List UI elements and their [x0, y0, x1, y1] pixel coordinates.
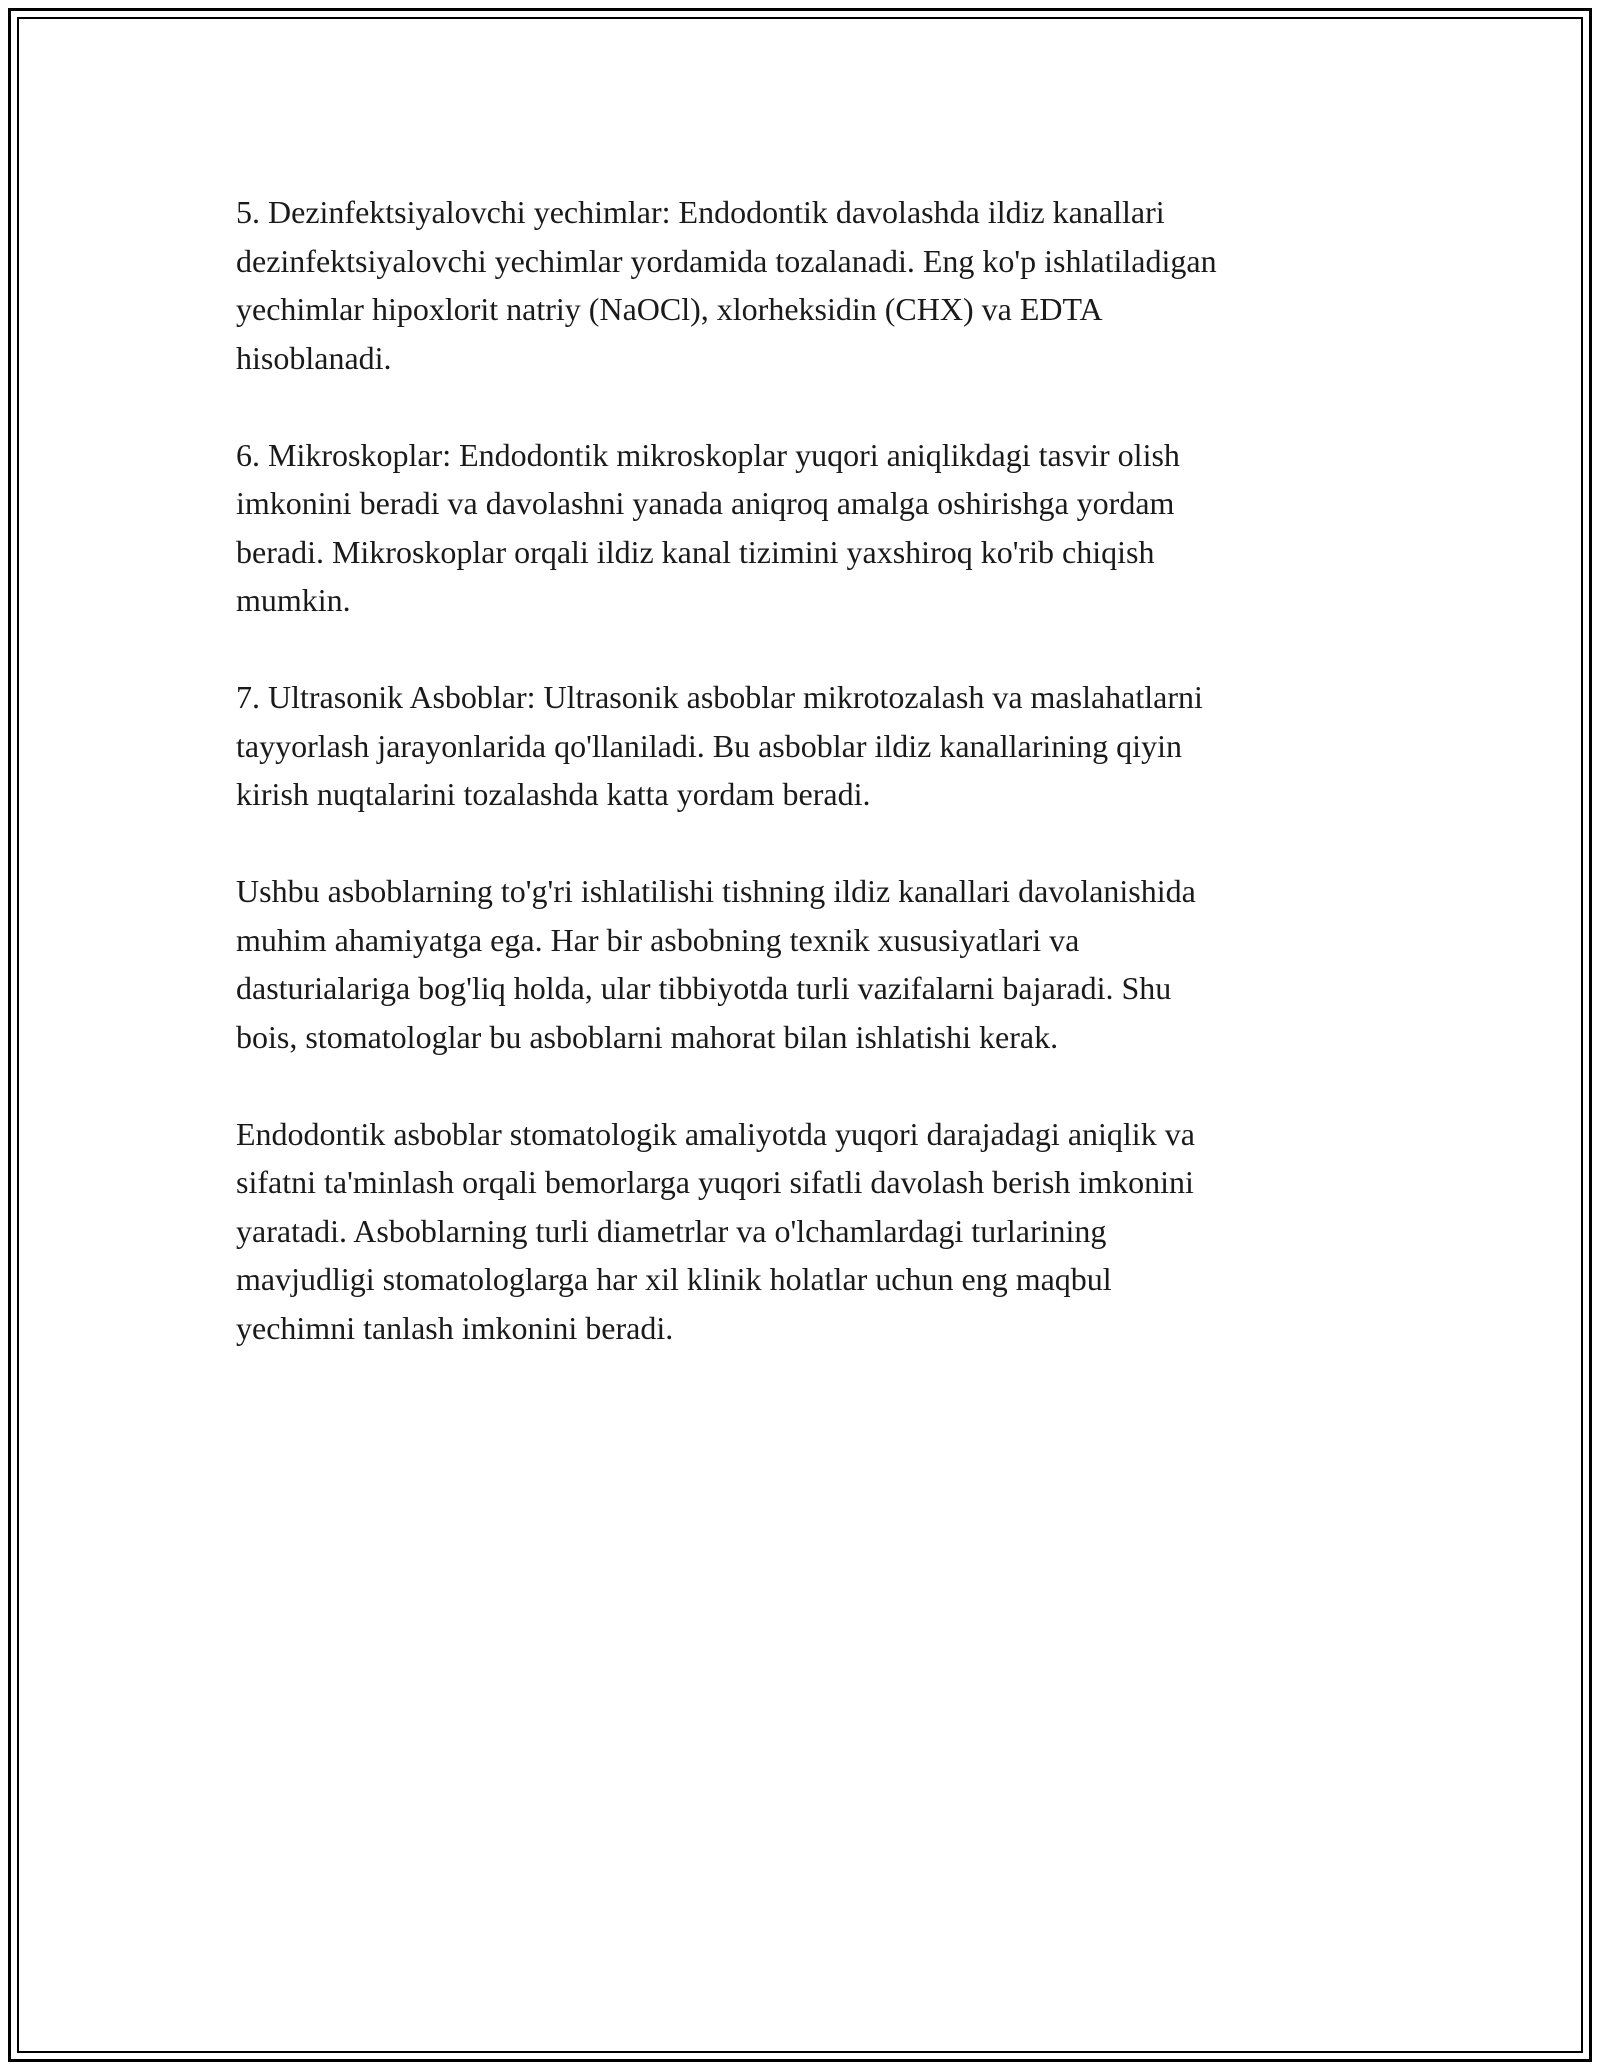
- paragraph-microscopes: 6. Mikroskoplar: Endodontik mikroskoplar yuqori aniqlikdagi tasvir olish imkonini beradi va davolashni yanada aniqroq amalga oshirishga yordam beradi. Mikroskoplar orqali ildiz kanal tizimini yaxshiroq ko'rib chiqish mumkin.: [236, 436, 1180, 618]
- paragraph-ultrasonic-instruments: 7. Ultrasonik Asboblar: Ultrasonik asboblar mikrotozalash va maslahatlarni tayyorlash jarayonlarida qo'llaniladi. Bu asboblar ildiz kanallarining qiyin kirish nuqtalarini tozalashda katta yordam beradi.: [236, 679, 1203, 812]
- paragraph-proper-use: Ushbu asboblarning to'g'ri ishlatilishi tishning ildiz kanallari davolanishida muhim ahamiyatga ega. Har bir asbobning texnik xususiyatlari va dasturialariga bog'liq holda, ular tibbiyotda turli vazifalarni bajaradi. Shu bois, stomatologlar bu asboblarni mahorat bilan ishlatishi kerak.: [236, 873, 1196, 1055]
- document-body: [236, 188, 1386, 1401]
- paragraph-disinfecting-solutions: 5. Dezinfektsiyalovchi yechimlar: Endodontik davolashda ildiz kanallari dezinfektsiyalovchi yechimlar yordamida tozalanadi. Eng ko'p ishlatiladigan yechimlar hipoxlorit natriy (NaOCl), xlorheksidin (CHX) va EDTA hisoblanadi.: [236, 194, 1217, 376]
- paragraph-conclusion: Endodontik asboblar stomatologik amaliyotda yuqori darajadagi aniqlik va sifatni ta'minlash orqali bemorlarga yuqori sifatli davolash berish imkonini yaratadi. Asboblarning turli diametrlar va o'lchamlardagi turlarining mavjudligi stomatologlarga har xil klinik holatlar uchun eng maqbul yechimni tanlash imkonini beradi.: [236, 1115, 1195, 1346]
